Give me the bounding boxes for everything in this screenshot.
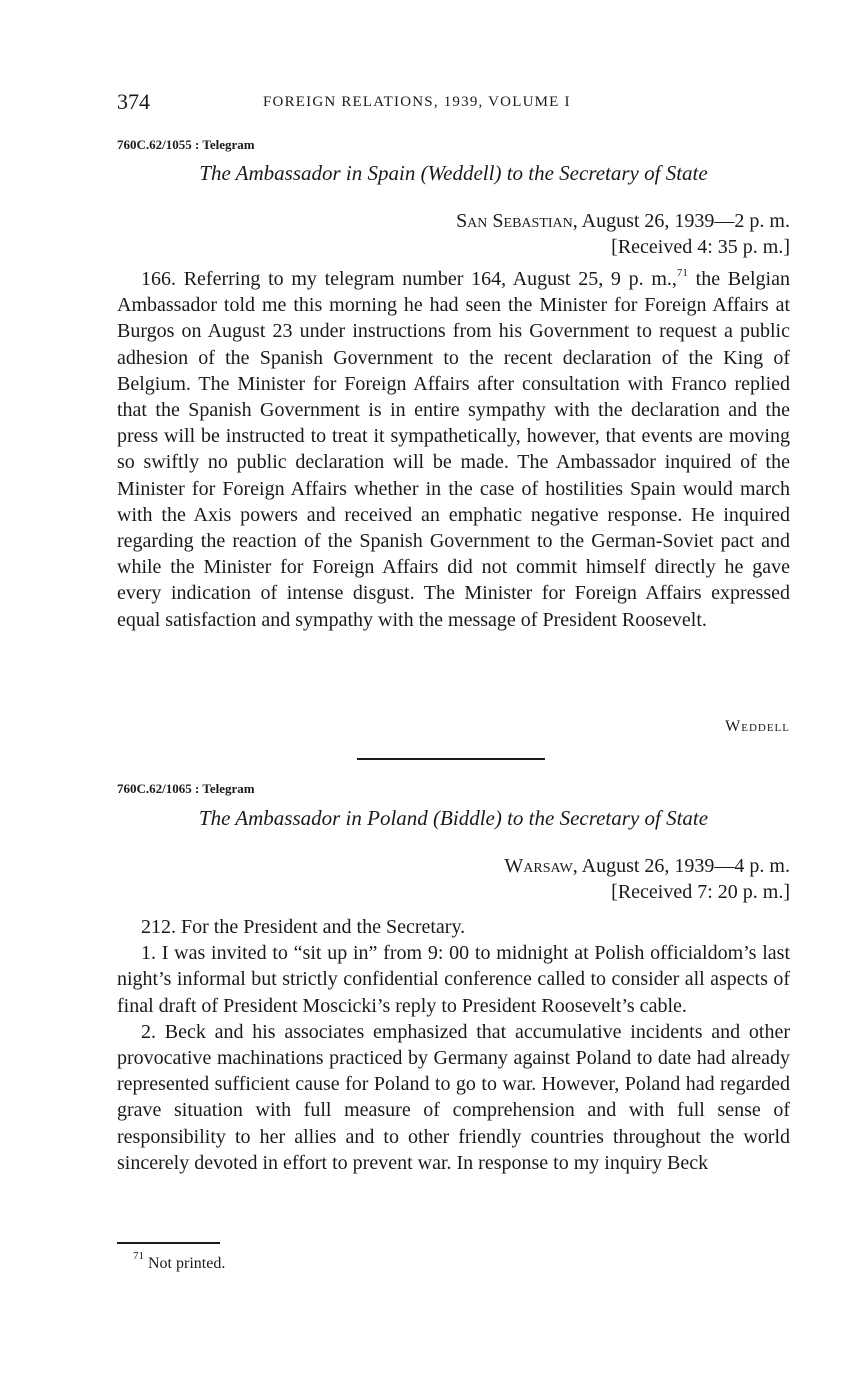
paragraph-rest: the Belgian Ambassador told me this morning he had seen the Minister for Foreign Affairs at Burgos on August 23 under instructions from his Government to request a public adhesion of the Spanish Government to the recent declaration of the King of Belgium. The Minister for Foreign Affairs after consultation with Franco replied that the Spanish Government is in entire sympathy with the declaration and the press will be instructed to treat it sympathetically, however, that events are moving so swiftly no public declaration will be made. The Ambassador inquired of the Minister for Foreign Affairs whether in the case of hostilities Spain would march with the Axis powers and received an emphatic negative response. He inquired regarding the reaction of the Spanish Government to the German-Soviet pact and while the Minister for Foreign Affairs did not commit himself directly he gave every indication of intense disgust. The Minister for Foreign Affairs expressed equal satisfaction and sympathy with the message of President Roosevelt.	[117, 268, 790, 631]
running-header	[117, 89, 790, 119]
running-title: FOREIGN RELATIONS, 1939, VOLUME I	[263, 94, 571, 110]
dateline-place: San Sebastian,	[456, 210, 578, 232]
footnote-marker: 71	[676, 267, 688, 279]
dateline-date: August 26, 1939—2 p. m.	[577, 210, 790, 232]
footnote-marker: 71	[133, 1250, 144, 1262]
signature: Weddell	[725, 718, 790, 735]
telegram-heading-2: The Ambassador in Poland (Biddle) to the Secretary of State	[198, 806, 709, 830]
footnote-text: Not printed.	[144, 1255, 226, 1272]
file-reference-1: 760C.62/1055 : Telegram	[117, 137, 255, 152]
dateline-1	[456, 210, 790, 233]
page-number: 374	[117, 89, 150, 114]
received-note-2: [Received 7: 20 p. m.]	[611, 881, 790, 903]
received-note-1: [Received 4: 35 p. m.]	[611, 236, 790, 258]
paragraph-start: 166. Referring to my telegram number 164, August 25, 9 p. m.,	[141, 268, 677, 290]
footnote-rule	[117, 1242, 220, 1244]
dateline-place: Warsaw,	[504, 855, 578, 877]
paragraph: 2. Beck and his associates emphasized that accumulative incidents and other provocative machinations practiced by Germany against Poland to date had already represented sufficient cause for Poland to go to war. However, Poland had regarded grave situation with full measure of comprehension and with full sense of responsibility to her allies and to other friendly countries throughout the world sincerely devoted in effort to prevent war. In response to my inquiry Beck	[117, 1020, 790, 1174]
footnote	[133, 1250, 226, 1273]
file-reference-2: 760C.62/1065 : Telegram	[117, 781, 255, 796]
telegram-heading-1: The Ambassador in Spain (Weddell) to the Secretary of State	[199, 161, 708, 185]
telegram-body-1	[117, 266, 790, 633]
paragraph: 1. I was invited to “sit up in” from 9: 00 to midnight at Polish officialdom’s last night’s informal but strictly confidential conference called to consider all aspects of final draft of President Moscicki’s reply to President Roosevelt’s cable.	[117, 942, 790, 1017]
paragraph: 212. For the President and the Secretary.	[141, 916, 466, 938]
telegram-body-2	[117, 914, 790, 1176]
paragraph	[117, 266, 790, 633]
section-divider	[357, 758, 545, 760]
dateline-2	[504, 855, 790, 878]
dateline-date: August 26, 1939—4 p. m.	[577, 855, 790, 877]
